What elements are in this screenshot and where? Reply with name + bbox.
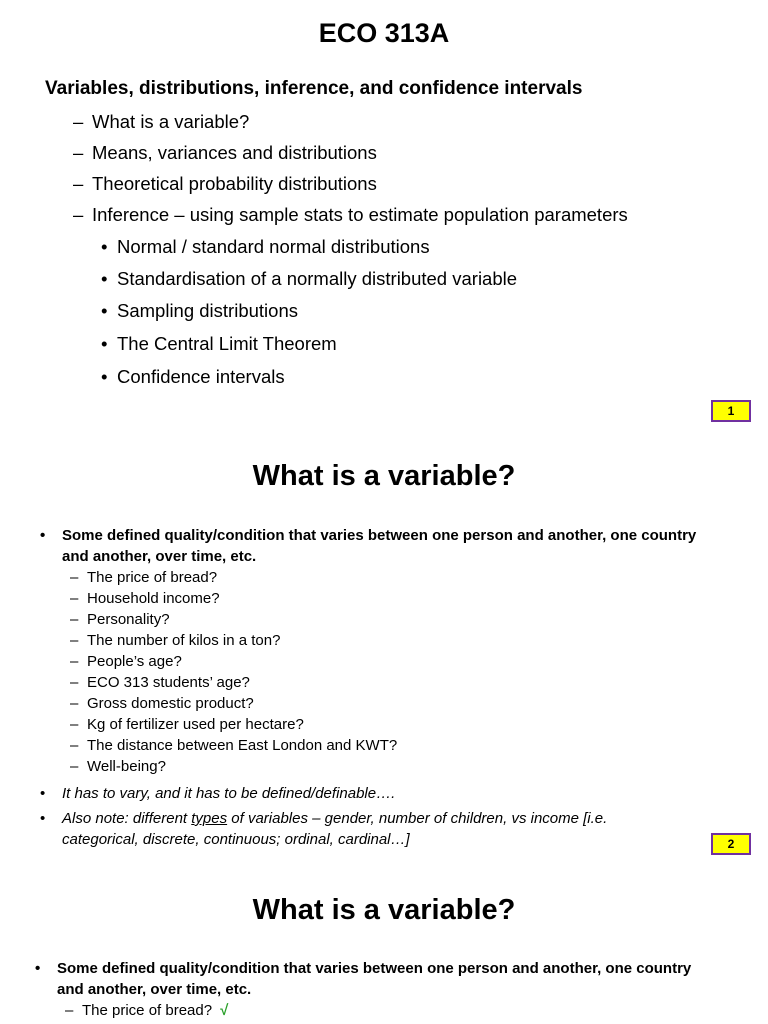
slide2-bullet-types <box>62 810 607 827</box>
slide1-sub-item: • Confidence intervals <box>117 366 285 388</box>
slide1-dash-item: – Inference – using sample stats to estimate population parameters <box>92 204 628 226</box>
slide3-example-item <box>82 1002 228 1019</box>
slide2-example-item: – The price of bread? <box>87 569 217 586</box>
slide1-title: ECO 313A <box>318 18 450 48</box>
slide2-example-item: – Gross domestic product? <box>87 695 254 712</box>
slide2-example-item: – Personality? <box>87 611 170 628</box>
slide1-sub-item: • Normal / standard normal distributions <box>117 236 430 258</box>
slide1-dash-item: – Theoretical probability distributions <box>92 173 377 195</box>
types-text-pre: Also note: different <box>62 810 192 827</box>
slide2-example-item: – The distance between East London and KWT? <box>87 737 397 754</box>
slide2-bullet-types-cont: categorical, discrete, continuous; ordinal, cardinal…] <box>62 831 410 848</box>
slide2-title: What is a variable? <box>252 460 516 492</box>
slide-number-badge: 1 <box>711 400 751 422</box>
slide3-bullet-definition: • Some defined quality/condition that varies between one person and another, one country <box>57 960 691 977</box>
slide2-example-item: – People’s age? <box>87 653 182 670</box>
slide3-bullet-definition-cont: and another, over time, etc. <box>57 981 252 998</box>
slide1-sub-item: • The Central Limit Theorem <box>117 333 337 355</box>
slide2-bullet-definition-cont: and another, over time, etc. <box>62 548 257 565</box>
slide2-example-item: – Kg of fertilizer used per hectare? <box>87 716 304 733</box>
slide2-example-item: – Household income? <box>87 590 220 607</box>
slide3-title: What is a variable? <box>252 894 516 926</box>
slide1-subtitle: Variables, distributions, inference, and confidence intervals <box>45 78 583 99</box>
slide2-example-item: – The number of kilos in a ton? <box>87 632 280 649</box>
slide2-bullet-vary: • It has to vary, and it has to be defined/definable…. <box>62 785 395 802</box>
slide-number-badge: 2 <box>711 833 751 855</box>
types-text-post: of variables – gender, number of children, vs income [i.e. <box>227 810 608 827</box>
slide1-sub-item: • Standardisation of a normally distributed variable <box>117 268 517 290</box>
slide2-bullet-definition: • Some defined quality/condition that varies between one person and another, one country <box>62 527 696 544</box>
slide1-dash-item: – What is a variable? <box>92 111 249 133</box>
slide1-dash-item: – Means, variances and distributions <box>92 142 377 164</box>
types-text-underlined: types <box>191 810 228 827</box>
check-icon: √ <box>220 1002 229 1019</box>
slide1-sub-item: • Sampling distributions <box>117 300 298 322</box>
slide2-example-item: – ECO 313 students’ age? <box>87 674 250 691</box>
slide2-example-item: – Well-being? <box>87 758 166 775</box>
slide3-example-text: The price of bread? <box>82 1002 213 1019</box>
